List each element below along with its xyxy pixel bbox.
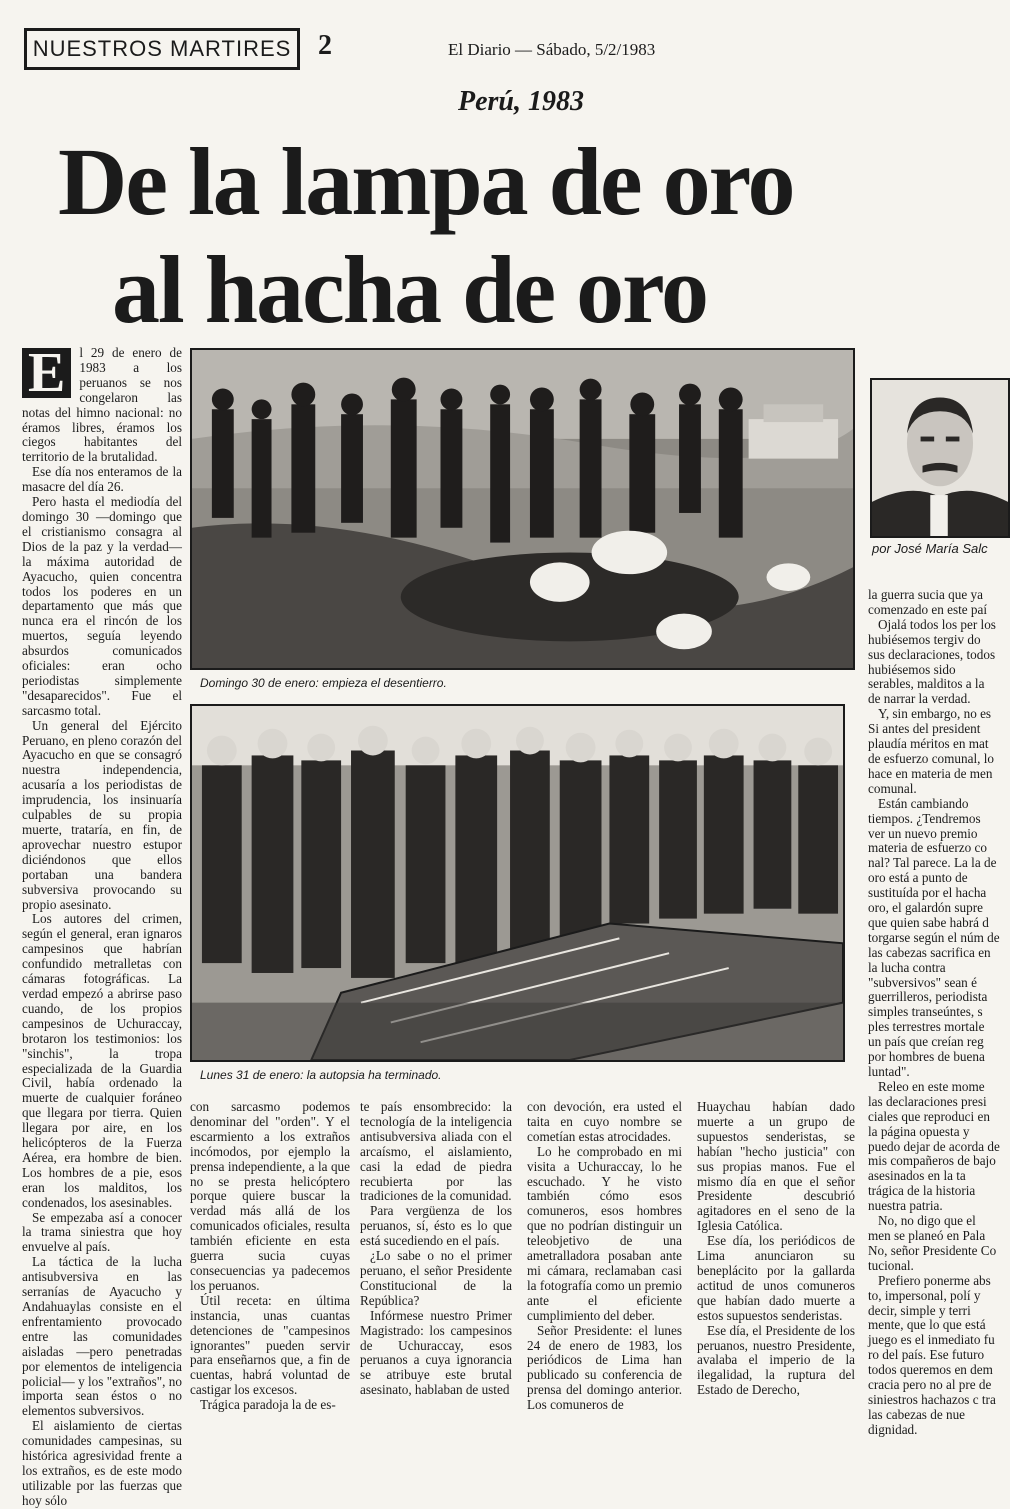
caption-bottom-photo: Lunes 31 de enero: la autopsia ha terminado. (200, 1068, 442, 1082)
column-1-paragraph: Pero hasta el mediodía del domingo 30 —domingo que el cristianismo consagra al Dios de la paz y la verdad— la máxima autoridad de Ayacucho, quien concentra todos los poderes en un departamento que más que nunca era el rincón de los muertos, seguía leyendo absurdos comunicados oficiales: eran ocho periodistas simplemente "desaparecidos". Fue el sarcasmo total. (22, 494, 182, 718)
author-portrait-image (872, 380, 1008, 536)
headline (58, 128, 978, 344)
column-3-paragraph: Infórmese nuestro Primer Magistrado: los campesinos de Uchuraccay, esos peruanos a cuya ignorancia se atribuye este brutal asesinato, hablaban de usted (360, 1307, 512, 1398)
byline: por José María Salc (872, 541, 988, 556)
column-2-paragraph: Útil receta: en última instancia, unas cuantas detenciones de "campesinos ignorantes" pueden servir para enseñarnos que, a fin de cuentas, habrá voluntad de castigar los excesos. (190, 1292, 350, 1398)
column-4-paragraph: Lo he comprobado en mi visita a Uchuraccay, lo he escuchado. Y he visto también cómo esos comuneros, esos hombres que no podrían distinguir un teleobjetivo de una ametralladora posaban ante mi cámara, reclamaban casi la fotografía como un premio ante el eficiente cumplimiento del deber. (527, 1143, 682, 1323)
column-2-paragraph: Trágica paradoja la de es- (200, 1397, 336, 1413)
kicker: Perú, 1983 (458, 86, 584, 117)
article-column-2 (190, 1099, 350, 1413)
column-6-paragraph: Están cambiando tiempos. ¿Tendremos ver un nuevo premio materia de esfuerzo co nal? Tal parece. La la de oro está a punto de sustituída por el hacha oro, el galardón supre que quien sabe habrá d torgarse según el núm de las cabezas sacrifica en la lucha contra "subversivos" sean é guerrilleros, periodista simples transeúntes, s ples terrestres mortale un país que creían reg por hombres de buena luntad". (868, 795, 1000, 1079)
paragraph-text: l 29 de enero de 1983 a los peruanos se nos congelaron las notas del himno nacional: no éramos libres, éramos los ciegos habitantes del territorio de la brutalidad. (22, 345, 182, 465)
section-header: NUESTROS MARTIRES (24, 28, 300, 70)
column-4-paragraph: con devoción, era usted el taita en cuyo nombre se cometían estas atrocidades. (527, 1099, 682, 1144)
column-6-paragraph: Y, sin embargo, no es Si antes del president plaudía méritos en mat de esfuerzo comunal, lo hace en materia de men comunal. (868, 706, 994, 796)
photo-autopsy (190, 704, 845, 1062)
column-1-paragraph: Un general del Ejército Peruano, en pleno corazón del Ayacucho en que se consagró nuestra independencia, acusaría a los periodistas de imprudencia, los insinuaría culpables de su propia muerte, trataría, en fin, de aprovechar nuestro estupor diciéndonos que ellos portaban una bandera subversiva provocando su propio asesinato. (22, 717, 182, 912)
column-1-paragraph: El aislamiento de ciertas comunidades campesinas, su histórica agresividad frente a los extraños, es de este modo utilizable por las fuerzas que hoy sólo (22, 1418, 182, 1508)
column-2-paragraph: con sarcasmo podemos denominar del "orden". Y el escarmiento a los extraños incómodos, por ejemplo la prensa independiente, a la que no se presta helicóptero porque quiere buscar la verdad más allá de los comunicados oficiales, resulta también eficiente en esta guerra sucia cuyas consecuencias ya padecemos los peruanos. (190, 1099, 350, 1293)
photo-autopsy-image (192, 706, 843, 1060)
column-3-paragraph: ¿Lo sabe o no el primer peruano, el señor Presidente Constitucional de la República? (360, 1248, 512, 1308)
article-column-6 (868, 587, 1000, 1437)
dropcap: E (22, 348, 71, 398)
column-6-paragraph: Prefiero ponerme abs to, impersonal, polí y decir, simple y terri mente, que lo que está juego es el inmediato fu ro del país. Ese futuro todos queremos en dem cracia pero no al pre de siniestros hachazos c tra las cabezas de nue dignidad. (868, 1272, 996, 1437)
photo-exhumation (190, 348, 855, 670)
headline-line2: al hacha de oro (112, 236, 707, 343)
column-1-paragraph (22, 342, 182, 465)
dateline: El Diario — Sábado, 5/2/1983 (448, 40, 656, 59)
column-1-paragraph: La táctica de la lucha antisubversiva en las serranías de Ayacucho y Andahuaylas consiste en el enfrentamiento provocado entre las comunidades aisladas —pero penetradas por elementos de inteligencia policial— y los "extraños", no importa sean éstos o no elementos subversivos. (22, 1254, 182, 1419)
column-3-paragraph: Para vergüenza de los peruanos, sí, ésto es lo que está sucediendo en el país. (360, 1203, 512, 1249)
column-5-paragraph: Ese día, el Presidente de los peruanos, nuestro Presidente, avalaba el imperio de la ilegalidad, la ruptura del Estado de Derecho, (697, 1322, 855, 1398)
column-5-paragraph: Huaychau habían dado muerte a un grupo de supuestos senderistas, se habían "hecho justicia" con sus propias manos. Fue el mismo día en que el señor Presidente descubrió agitadores en el seno de la Iglesia Católica. (697, 1099, 855, 1234)
column-6-paragraph: No, no digo que el men se planeó en Pala No, señor Presidente Co tucional. (868, 1213, 997, 1273)
article-column-3 (360, 1100, 512, 1410)
column-5-paragraph: Ese día, los periódicos de Lima anunciaron su beneplácito por la gallarda actitud de unos comuneros que habían dado muerte a estos supuestos senderistas. (697, 1233, 855, 1323)
article-column-1 (22, 342, 182, 1508)
page-number: 2 (318, 30, 332, 61)
column-6-paragraph: la guerra sucia que ya comenzado en este paí (868, 587, 987, 617)
column-1-paragraph: Se empezaba así a conocer la trama siniestra que hoy envuelve al país. (22, 1209, 182, 1255)
column-6-paragraph: Ojalá todos los per los hubiésemos tergiv do sus declaraciones, todos hubiésemos sido serables, malditos a la de narrar la verdad. (868, 616, 996, 707)
headline-line1: De la lampa de oro (58, 128, 794, 235)
photo-author-portrait (870, 378, 1010, 538)
article-column-4 (527, 1099, 682, 1413)
column-3-paragraph: te país ensombrecido: la tecnología de la inteligencia antisubversiva aliada con el arcaísmo, el aislamiento, casi la edad de piedra recubierta por las tradiciones de la comunidad. (360, 1099, 512, 1204)
article-column-5 (697, 1100, 855, 1410)
column-4-paragraph: Señor Presidente: el lunes 24 de enero de 1983, los periódicos de Lima han publicado su conferencia de prensa del domingo anterior. Los comuneros de (527, 1322, 682, 1413)
column-1-paragraph: Ese día nos enteramos de la masacre del día 26. (22, 464, 182, 495)
column-1-paragraph: Los autores del crimen, según el general, eran ignaros campesinos que habrían confundido metralletas con cámaras fotográficas. La verdad empezó a abrirse paso cuando, de los propios campesinos de Uchuraccay, brotaron los testimonios: los "sinchis", la tropa especializada de la Guardia Civil, había ordenado la muerte de cualquier foráneo que llegara por tierra. Quien llegara por aire, en los helicópteros de la Fuerza Aérea, era hombre de bien. Los hombres de a pie, esos eran los malditos, los condenados, los asesinables. (22, 911, 182, 1210)
caption-top-photo: Domingo 30 de enero: empieza el desentierro. (200, 676, 447, 690)
column-6-paragraph: Releo en este mome las declaraciones presi ciales que reproduci en la página opuesta y puedo dejar de acorda de mis compañeros de bajo asesinados en la ta trágica de la historia nuestra patria. (868, 1078, 1000, 1214)
photo-exhumation-image (192, 350, 853, 668)
